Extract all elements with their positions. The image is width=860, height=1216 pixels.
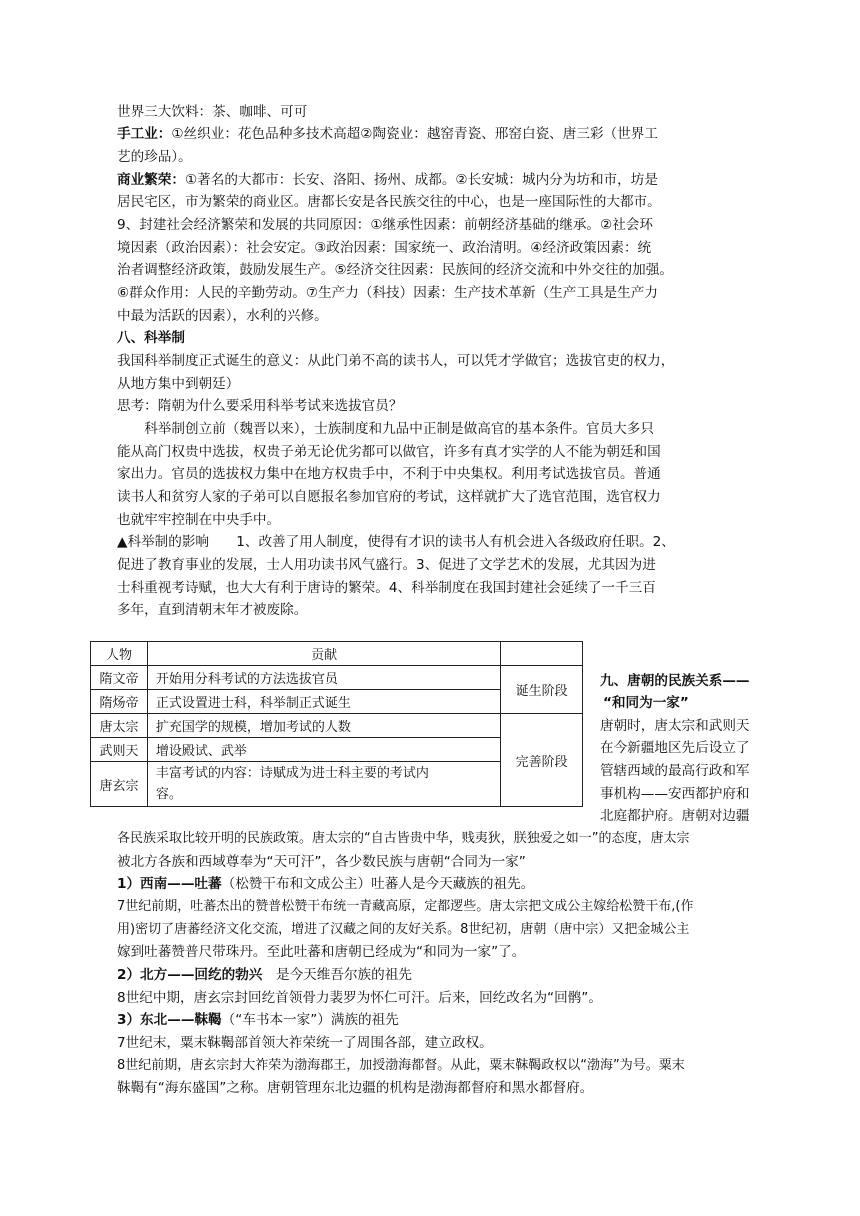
table-cell: 唐玄宗 xyxy=(91,762,148,807)
section-label: 2）北方——回纥的勃兴 xyxy=(117,967,263,983)
text-line: 8世纪前期，唐玄宗封大祚荣为渤海郡王，加授渤海都督。从此，粟末靺鞨政权以“渤海”为号。粟末 xyxy=(117,1058,685,1073)
text-line: 从地方集中到朝廷） xyxy=(117,376,240,392)
text-line: 7世纪前期，吐蕃杰出的赞普松赞干布统一青藏高原，定都逻些。唐太宗把文成公主嫁给松赞干布,(作 xyxy=(117,899,694,914)
text-line: 科举制创立前（魏晋以来），士族制度和九品中正制是做高官的基本条件。官员大多只 xyxy=(144,421,654,437)
text-span: ①著名的大都市：长安、洛阳、扬州、成都。②长安城：城内分为坊和市，坊是 xyxy=(184,172,658,188)
section-label: 3）东北——靺鞨 xyxy=(117,1012,222,1028)
text-line xyxy=(117,1009,777,1032)
section-heading: 八、科举制 xyxy=(117,330,185,346)
table-row xyxy=(91,666,583,690)
text-line: 事机构——安西都护府和 xyxy=(600,786,750,802)
text-line: 北庭都护府。唐朝对边疆 xyxy=(600,808,750,824)
text-span: ①丝织业：花色品种多技术高超②陶瓷业：越窑青瓷、邢窑白瓷、唐三彩（世界工 xyxy=(171,126,658,142)
text-line: 8世纪中期，唐玄宗封回纥首领骨力裴罗为怀仁可汗。后来，回纥改名为“回鹘”。 xyxy=(117,990,602,1006)
text-line: 也就牢牢控制在中央手中。 xyxy=(117,512,281,528)
table-cell: 开始用分科考试的方法选拔官员 xyxy=(147,666,500,690)
table-cell: 武则天 xyxy=(91,738,148,762)
section-label: 手工业： xyxy=(117,126,172,142)
text-line: 在今新疆地区先后设立了 xyxy=(600,740,750,756)
table-cell: 扩充国学的规模，增加考试的人数 xyxy=(147,714,500,738)
text-line xyxy=(117,169,777,192)
text-line: 管辖西域的最高行政和军 xyxy=(600,763,750,779)
text-line: 靺鞨有“海东盛国”之称。唐朝管理东北边疆的机构是渤海都督府和黑水都督府。 xyxy=(117,1080,594,1096)
text-line: ▲科举制的影响 1、改善了用人制度，使得有才识的读书人有机会进入各级政府任职。2、 xyxy=(117,534,675,550)
text-span: （松赞干布和文成公主）吐蕃人是今天藏族的祖先。 xyxy=(221,876,535,892)
text-span: （“车书本一家”）满族的祖先 xyxy=(221,1012,399,1028)
text-line: 被北方各族和西域尊奉为“天可汗”，各少数民族与唐朝“合同为一家” xyxy=(117,854,526,870)
section-heading: “和同为一家” xyxy=(603,695,689,711)
table-header-cell: 贡献 xyxy=(147,642,500,666)
text-line: 各民族采取比较开明的民族政策。唐太宗的“自古皆贵中华，贱夷狄，朕独爱之如一”的态度，唐太宗 xyxy=(117,831,690,846)
section-label: 商业繁荣： xyxy=(117,172,185,188)
text-line: 唐朝时，唐太宗和武则天 xyxy=(600,718,750,734)
section-label: 1）西南——吐蕃 xyxy=(117,876,222,892)
text-line xyxy=(117,123,777,146)
text-line: 思考：隋朝为什么要采用科举考试来选拔官员？ xyxy=(117,398,403,414)
text-line: 居民宅区，市为繁荣的商业区。唐都长安是各民族交往的中心，也是一座国际性的大都市。 xyxy=(117,194,661,210)
table-cell: 唐太宗 xyxy=(91,714,148,738)
text-line: 我国科举制度正式诞生的意义：从此门弟不高的读书人，可以凭才学做官；选拔官吏的权力， xyxy=(117,353,675,369)
table-cell: 隋文帝 xyxy=(91,666,148,690)
table-cell: 正式设置进士科，科举制正式诞生 xyxy=(147,690,500,714)
text-line xyxy=(117,873,777,896)
text-line: 家出力。官员的选拔权力集中在地方权贵手中，不利于中央集权。利用考试选拔官员。普通 xyxy=(117,466,661,482)
table-row xyxy=(91,714,583,738)
section-heading: 九、唐朝的民族关系—— xyxy=(600,673,750,689)
text-span: 是今天维吾尔族的祖先 xyxy=(262,967,412,983)
text-line: 士科重视考诗赋，也大大有利于唐诗的繁荣。4、科举制度在我国封建社会延续了一千三百 xyxy=(117,580,656,596)
table-cell: 增设殿试、武举 xyxy=(147,738,500,762)
text-line: 嫁到吐蕃赞普尺带珠丹。至此吐蕃和唐朝已经成为“和同为一家”了。 xyxy=(117,944,526,960)
text-line: 世界三大饮料：茶、咖啡、可可 xyxy=(117,104,308,120)
table-header-cell: 人物 xyxy=(91,642,148,666)
table-cell: 隋炀帝 xyxy=(91,690,148,714)
text-line: 9、封建社会经济繁荣和发展的共同原因：①继承性因素：前朝经济基础的继承。②社会环 xyxy=(117,217,653,233)
table-cell xyxy=(147,762,500,807)
text-line: 7世纪末，粟末靺鞨部首领大祚荣统一了周围各部，建立政权。 xyxy=(117,1035,493,1051)
cell-line: 丰富考试的内容：诗赋成为进士科主要的考试内 xyxy=(155,766,429,781)
text-line: 中最为活跃的因素），水利的兴修。 xyxy=(117,308,328,324)
text-line: 促进了教育事业的发展，士人用功读书风气盛行。3、促进了文学艺术的发展，尤其因为进 xyxy=(117,557,656,573)
text-line: 能从高门权贵中选拔，权贵子弟无论优劣都可以做官，许多有真才实学的人不能为朝廷和国 xyxy=(117,444,661,460)
table-header-row xyxy=(91,642,583,666)
stage-cell: 诞生阶段 xyxy=(501,666,583,714)
cell-line: 容。 xyxy=(155,787,182,802)
stage-cell: 完善阶段 xyxy=(501,714,583,807)
text-line: 境因素（政治因素）：社会安定。③政治因素：国家统一、政治清明。④经济政策因素：统 xyxy=(117,240,652,256)
text-line: ⑥群众作用：人民的辛勤劳动。⑦生产力（科技）因素：生产技术革新（生产工具是生产力 xyxy=(117,285,658,301)
table-header-cell xyxy=(501,642,583,666)
text-line: 多年，直到清朝末年才被废除。 xyxy=(117,602,308,618)
text-line: 艺的珍品）。 xyxy=(117,149,192,165)
text-line xyxy=(117,964,777,987)
text-line: 用)密切了唐蕃经济文化交流，增进了汉藏之间的友好关系。8世纪初，唐朝（唐中宗）又把金城公主 xyxy=(117,922,690,937)
text-line: 读书人和贫穷人家的子弟可以自愿报名参加官府的考试，这样就扩大了选官范围，选官权力 xyxy=(117,489,661,505)
text-line: 治者调整经济政策，鼓励发展生产。⑤经济交往因素：民族间的经济交流和中外交往的加强。 xyxy=(117,262,673,278)
keju-table xyxy=(90,641,583,807)
